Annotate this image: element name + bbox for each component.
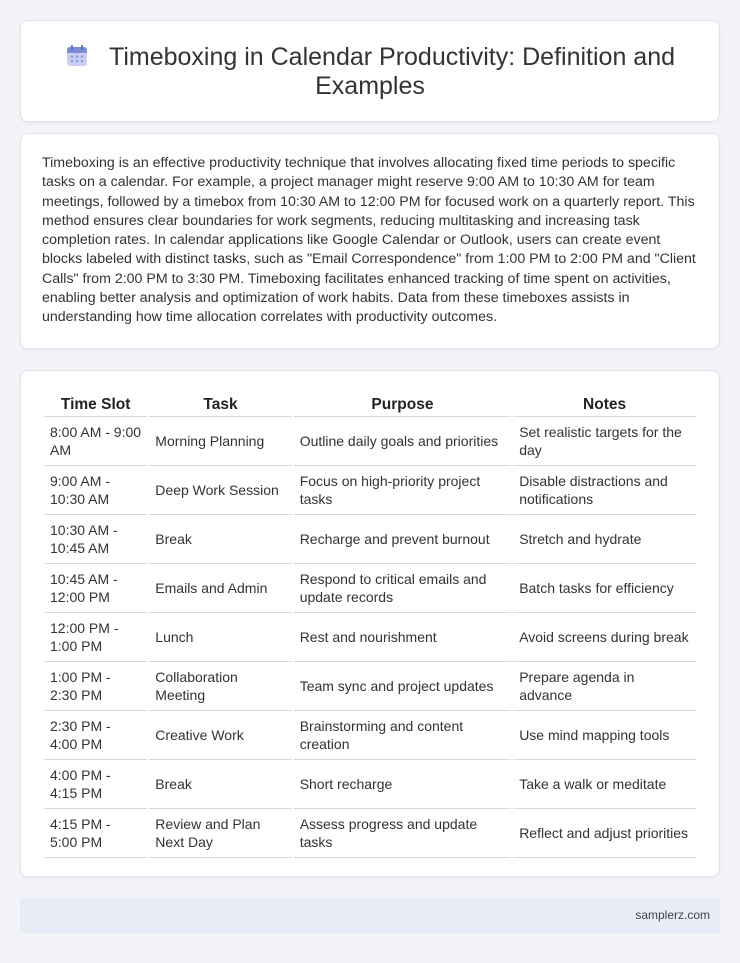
intro-card (20, 133, 720, 349)
cell-task: Break (149, 515, 291, 564)
cell-time-slot: 4:15 PM - 5:00 PM (44, 809, 147, 858)
cell-notes: Reflect and adjust priorities (513, 809, 696, 858)
column-header-task: Task (149, 391, 291, 417)
table-row (44, 613, 696, 662)
footer (20, 898, 720, 933)
cell-notes: Prepare agenda in advance (513, 662, 696, 711)
cell-notes: Take a walk or meditate (513, 760, 696, 809)
title-card (20, 20, 720, 122)
cell-task: Emails and Admin (149, 564, 291, 613)
cell-time-slot: 8:00 AM - 9:00 AM (44, 417, 147, 466)
cell-time-slot: 10:45 AM - 12:00 PM (44, 564, 147, 613)
cell-purpose: Recharge and prevent burnout (294, 515, 512, 564)
schedule-table (42, 391, 698, 858)
cell-purpose: Respond to critical emails and update records (294, 564, 512, 613)
cell-task: Morning Planning (149, 417, 291, 466)
cell-task: Creative Work (149, 711, 291, 760)
cell-purpose: Short recharge (294, 760, 512, 809)
cell-purpose: Rest and nourishment (294, 613, 512, 662)
intro-paragraph: Timeboxing is an effective productivity technique that involves allocating fixed time periods to specific tasks on a calendar. For example, a project manager might reserve 9:00 AM to 10:30 AM for team meetings, followed by a timebox from 10:30 AM to 12:00 PM for focused work on a quarterly report. This method ensures clear boundaries for work segments, reducing multitasking and increasing task completion rates. In calendar applications like Google Calendar or Outlook, users can create event blocks labeled with distinct tasks, such as "Email Correspondence" from 1:00 PM to 2:00 PM and "Client Calls" from 2:00 PM to 3:30 PM. Timeboxing facilitates enhanced tracking of time spent on activities, enabling better analysis and optimization of work habits. Data from these timeboxes assists in understanding how time allocation correlates with productivity outcomes. (42, 155, 696, 326)
page-title-text: Timeboxing in Calendar Productivity: Definition and Examples (108, 43, 676, 100)
cell-time-slot: 4:00 PM - 4:15 PM (44, 760, 147, 809)
schedule-table-card (20, 370, 720, 877)
table-row (44, 466, 696, 515)
cell-purpose: Focus on high-priority project tasks (294, 466, 512, 515)
cell-notes: Avoid screens during break (513, 613, 696, 662)
cell-task: Deep Work Session (149, 466, 291, 515)
cell-notes: Stretch and hydrate (513, 515, 696, 564)
cell-task: Collaboration Meeting (149, 662, 291, 711)
table-row (44, 564, 696, 613)
cell-purpose: Assess progress and update tasks (294, 809, 512, 858)
cell-time-slot: 2:30 PM - 4:00 PM (44, 711, 147, 760)
cell-time-slot: 10:30 AM - 10:45 AM (44, 515, 147, 564)
cell-notes: Use mind mapping tools (513, 711, 696, 760)
cell-notes: Batch tasks for efficiency (513, 564, 696, 613)
cell-purpose: Team sync and project updates (294, 662, 512, 711)
cell-time-slot: 12:00 PM - 1:00 PM (44, 613, 147, 662)
cell-time-slot: 1:00 PM - 2:30 PM (44, 662, 147, 711)
calendar-icon (65, 44, 89, 68)
table-row (44, 662, 696, 711)
page-title (21, 43, 719, 101)
cell-purpose: Outline daily goals and priorities (294, 417, 512, 466)
table-row (44, 809, 696, 858)
column-header-purpose: Purpose (294, 391, 512, 417)
column-header-notes: Notes (513, 391, 696, 417)
table-row (44, 417, 696, 466)
table-row (44, 711, 696, 760)
footer-site-link[interactable]: samplerz.com (635, 908, 710, 922)
table-header-row (44, 391, 696, 417)
column-header-time-slot: Time Slot (44, 391, 147, 417)
cell-purpose: Brainstorming and content creation (294, 711, 512, 760)
cell-notes: Disable distractions and notifications (513, 466, 696, 515)
cell-time-slot: 9:00 AM - 10:30 AM (44, 466, 147, 515)
table-row (44, 515, 696, 564)
cell-task: Lunch (149, 613, 291, 662)
cell-task: Review and Plan Next Day (149, 809, 291, 858)
table-body (44, 417, 696, 858)
cell-notes: Set realistic targets for the day (513, 417, 696, 466)
table-row (44, 760, 696, 809)
cell-task: Break (149, 760, 291, 809)
